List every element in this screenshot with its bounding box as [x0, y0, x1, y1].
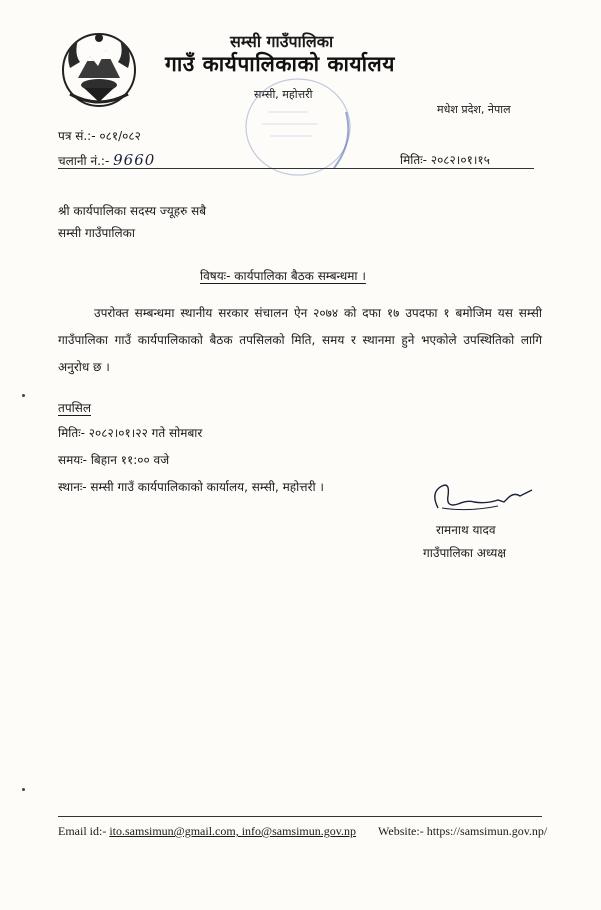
recipient-line-1: श्री कार्यपालिका सदस्य ज्यूहरु सबै	[58, 204, 207, 218]
schedule-date: मितिः- २०८२।०१।२२ गते सोमबार	[58, 426, 203, 440]
nepal-emblem-icon	[58, 28, 140, 110]
website-label: Website:-	[378, 824, 424, 838]
footer-email	[58, 824, 356, 839]
letter-date-label: मितिः-	[400, 153, 427, 167]
letter-body: उपरोक्त सम्बन्धमा स्थानीय सरकार संचालन ऐन २०७४ को दफा १७ उपदफा १ बमोजिम यस सम्सी गाउँपालिका गाउँ कार्यपालिकाको बैठक तपसिलको मिति, समय र स्थानमा हुने भएकोले उपस्थितिको लागि अनुरोध छ ।	[58, 306, 542, 374]
signer-title: गाउँपालिका अध्यक्ष	[423, 546, 506, 560]
letter-date	[400, 151, 490, 168]
letter-number-label: पत्र सं.:-	[58, 129, 96, 143]
recipient-line-2: सम्सी गाउँपालिका	[58, 226, 135, 240]
email-label: Email id:-	[58, 824, 107, 838]
email-link[interactable]: ito.samsimun@gmail.com, info@samsimun.gov.np	[109, 824, 356, 838]
office-address: सम्सी, महोत्तरी	[254, 88, 313, 101]
paper-speck	[22, 788, 25, 791]
letter-number	[58, 127, 141, 144]
municipality-name: सम्सी गाउँपालिका	[230, 32, 334, 51]
letter-number-value: ०८१/०८२	[99, 129, 141, 143]
province-name: मधेश प्रदेश, नेपाल	[437, 103, 511, 116]
schedule-heading: तपसिल	[58, 401, 92, 415]
footer-website	[378, 824, 547, 839]
office-name: गाउँ कार्यपालिकाको कार्यालय	[165, 52, 395, 76]
letter-subject: विषयः- कार्यपालिका बैठक सम्बन्धमा ।	[200, 269, 366, 283]
letter-date-value: २०८२।०१।१५	[430, 153, 490, 167]
schedule-block	[58, 420, 324, 501]
schedule-venue: स्थानः- सम्सी गाउँ कार्यपालिकाको कार्यालय, सम्सी, महोत्तरी ।	[58, 480, 324, 494]
schedule-time: समयः- बिहान ११:०० वजे	[58, 453, 170, 467]
dispatch-number-label: चलानी नं.:-	[58, 154, 110, 168]
recipient-block	[58, 200, 206, 244]
signer-name: रामनाथ यादव	[436, 523, 496, 537]
footer-divider	[58, 816, 542, 817]
signature-icon	[428, 478, 538, 518]
dispatch-number-value: 9660	[113, 151, 156, 169]
website-link[interactable]: https://samsimun.gov.np/	[426, 824, 548, 838]
paper-speck	[22, 394, 25, 397]
reference-divider	[58, 168, 534, 169]
dispatch-number	[58, 151, 155, 169]
